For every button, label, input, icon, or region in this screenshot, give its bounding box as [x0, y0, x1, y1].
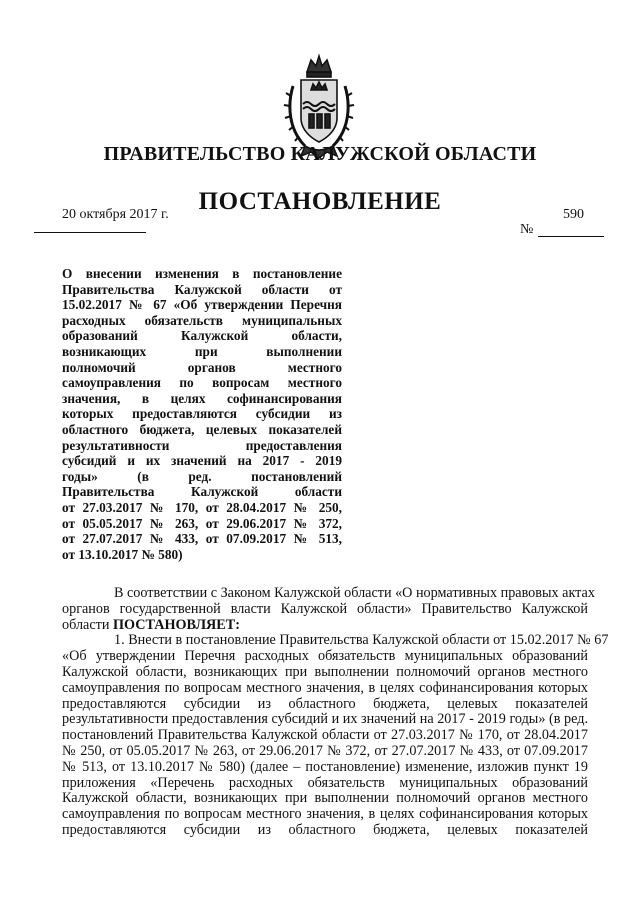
item-line: предоставляются субсидии из областного бюджета, целевых показателей — [62, 695, 588, 712]
item-line: Калужской области, возникающих при выполнении полномочий органов местного — [62, 790, 588, 807]
item-line: самоуправления по вопросам местного значения, в целях софинансирования которых — [62, 806, 588, 823]
subject-line: от 27.03.2017 № 170, от 28.04.2017 № 250, — [62, 499, 342, 515]
decree-word: ПОСТАНОВЛЯЕТ: — [112, 616, 240, 633]
preamble-line — [62, 618, 588, 634]
subject-line: от 27.07.2017 № 433, от 07.09.2017 № 513, — [62, 531, 342, 547]
subject-line: годы» (в ред. постановлений — [62, 468, 342, 484]
number-sign: № — [520, 222, 534, 237]
number-underline — [538, 236, 604, 237]
government-title: ПРАВИТЕЛЬСТВО КАЛУЖСКОЙ ОБЛАСТИ — [103, 143, 537, 165]
item-line: № 513, от 13.10.2017 № 580) (далее – постановление) изменение, изложив пункт 19 — [62, 758, 588, 775]
preamble-line: органов государственной власти Калужской области» Правительство Калужской — [62, 600, 588, 617]
subject-line: значения, в целях софинансирования — [62, 390, 342, 406]
item-line: «Об утверждении Перечня расходных обязательств муниципальных образований — [62, 648, 588, 665]
item-line: самоуправления по вопросам местного значения, в целях софинансирования которых — [62, 679, 588, 696]
subject-line: полномочий органов местного — [62, 359, 342, 375]
item-line: 1. Внести в постановление Правительства Калужской области от 15.02.2017 № 67 — [114, 632, 609, 649]
subject-line: субсидий и их значений на 2017 - 2019 — [62, 453, 342, 469]
subject-line: О внесении изменения в постановление — [62, 266, 342, 281]
item-line: постановлений Правительства Калужской области от 27.03.2017 № 170, от 28.04.2017 — [62, 727, 588, 744]
subject-line: возникающих при выполнении — [62, 343, 342, 359]
item-line: результативности предоставления субсидий и их значений на 2017 - 2019 годы» (в ред. — [62, 711, 588, 728]
document-number: 590 — [563, 207, 584, 222]
subject-line: результативности предоставления — [62, 437, 342, 453]
subject-line: расходных обязательств муниципальных — [62, 312, 342, 328]
item-line: предоставляются субсидии из областного бюджета, целевых показателей — [62, 821, 588, 838]
subject-line: самоуправления по вопросам местного — [62, 375, 342, 391]
subject-line: Правительства Калужской области — [62, 484, 342, 500]
item-line: Калужской области, возникающих при выполнении полномочий органов местного — [62, 663, 588, 680]
subject-line: областного бюджета, целевых показателей — [62, 421, 342, 437]
item-line: № 250, от 05.05.2017 № 263, от 29.06.2017 № 372, от 27.07.2017 № 433, от 07.09.2017 — [62, 742, 588, 759]
subject-line: образований Калужской области, — [62, 328, 342, 344]
document-body — [62, 585, 609, 839]
subject-line: 15.02.2017 № 67 «Об утверждении Перечня — [62, 297, 342, 313]
subject-line: от 13.10.2017 № 580) — [62, 546, 183, 562]
document-date: 20 октября 2017 г. — [62, 207, 169, 222]
preamble-line: В соответствии с Законом Калужской области «О нормативных правовых актах — [114, 585, 595, 601]
document-subject — [62, 266, 342, 562]
preamble-end: области — [62, 616, 110, 633]
document-type-heading: ПОСТАНОВЛЕНИЕ — [198, 188, 442, 215]
date-underline — [34, 232, 146, 233]
item-line: приложения «Перечень расходных обязательств муниципальных образований — [62, 774, 588, 791]
subject-line: от 05.05.2017 № 263, от 29.06.2017 № 372, — [62, 515, 342, 531]
subject-line: которых предоставляются субсидии из — [62, 406, 342, 422]
subject-line: Правительства Калужской области от — [62, 281, 342, 297]
